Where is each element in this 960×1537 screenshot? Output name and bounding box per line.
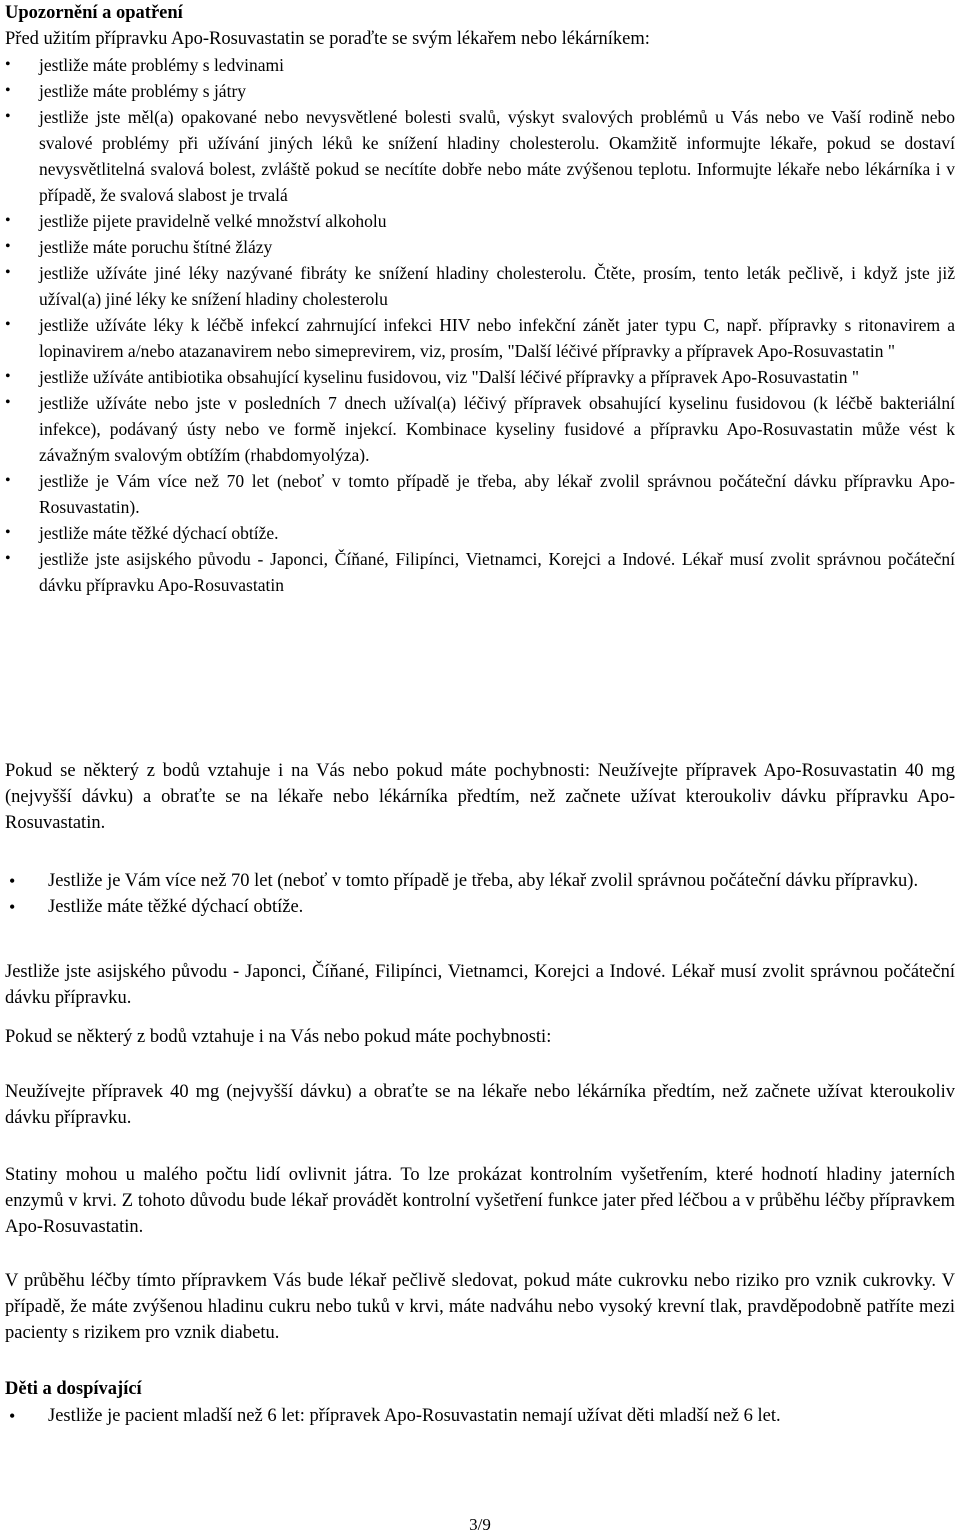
children-list: [5, 1403, 955, 1429]
list-item: • Jestliže je pacient mladší než 6 let: přípravek Apo-Rosuvastatin nemají užívat děti mladší než 6 let.: [5, 1403, 955, 1429]
paragraph-warning: Pokud se některý z bodů vztahuje i na Vás nebo pokud máte pochybnosti: Neužívejte přípravek Apo-Rosuvastatin 40 mg (nejvyšší dávku) a obraťte se na lékaře nebo lékárníka předtím, než začnete užívat kteroukoliv dávku přípravku Apo-Rosuvastatin.: [5, 761, 955, 833]
list-item: • Jestliže máte těžké dýchací obtíže.: [5, 894, 955, 920]
list-item: • jestliže máte problémy s játry: [5, 78, 955, 104]
list-item: • jestliže máte problémy s ledvinami: [5, 52, 955, 78]
list-item: • jestliže užíváte jiné léky nazývané fibráty ke snížení hladiny cholesterolu. Čtěte, prosím, tento leták pečlivě, i když jste již užíval(a) jiné léky ke snížení hladiny cholesterolu: [5, 260, 955, 312]
list-item: • jestliže pijete pravidelně velké množství alkoholu: [5, 208, 955, 234]
list-item: • jestliže je Vám více než 70 let (neboť v tomto případě je třeba, aby lékař zvolil správnou počáteční dávku přípravku Apo-Rosuvastatin).: [5, 468, 955, 520]
list-item: • jestliže máte těžké dýchací obtíže.: [5, 520, 955, 546]
list-item: • jestliže užíváte antibiotika obsahující kyselinu fusidovou, viz "Další léčivé přípravky a přípravek Apo-Rosuvastatin ": [5, 364, 955, 390]
list-item: • jestliže jste asijského původu - Japonci, Číňané, Filipínci, Vietnamci, Korejci a Indové. Lékař musí zvolit správnou počáteční dávku přípravku Apo-Rosuvastatin: [5, 546, 955, 598]
intro-text: Před užitím přípravku Apo-Rosuvastatin se poraďte se svým lékařem nebo lékárníkem:: [5, 29, 650, 49]
heading-children: Děti a dospívající: [5, 1379, 142, 1399]
paragraph-dont-use: Neužívejte přípravek 40 mg (nejvyšší dávku) a obraťte se na lékaře nebo lékárníka předtím, než začnete užívat kteroukoliv dávku přípravku.: [5, 1082, 955, 1128]
paragraph-if: Pokud se některý z bodů vztahuje i na Vás nebo pokud máte pochybnosti:: [5, 1027, 552, 1047]
page-number: 3/9: [469, 1515, 491, 1534]
list-item: • jestliže užíváte nebo jste v posledních 7 dnech užíval(a) léčivý přípravek obsahující kyselinu fusidovou (k léčbě bakteriální infekce), podávaný ústy nebo ve formě injekcí. Kombinace kyseliny fusidové a přípravku Apo-Rosuvastatin může vést k závažným svalovým obtížím (rhabdomyolýza).: [5, 390, 955, 468]
paragraph-asian: Jestliže jste asijského původu - Japonci, Číňané, Filipínci, Vietnamci, Korejci a Indové. Lékař musí zvolit správnou počáteční dávku přípravku.: [5, 962, 955, 1008]
list-item: • jestliže máte poruchu štítné žlázy: [5, 234, 955, 260]
paragraph-liver: Statiny mohou u malého počtu lidí ovlivnit játra. To lze prokázat kontrolním vyšetřením, které hodnotí hladiny jaterních enzymů v krvi. Z tohoto důvodu bude lékař provádět kontrolní vyšetření funkce jater před léčbou a v průběhu léčby přípravkem Apo-Rosuvastatin.: [5, 1165, 955, 1237]
warnings-list: [5, 52, 955, 598]
paragraph-diabetes: V průběhu léčby tímto přípravkem Vás bude lékař pečlivě sledovat, pokud máte cukrovku nebo riziko pro vznik cukrovky. V případě, že máte zvýšenou hladinu cukru nebo tuků v krvi, máte nadváhu nebo vysoký krevní tlak, pravděpodobně patříte mezi pacienty s rizikem pro vznik diabetu.: [5, 1271, 955, 1343]
secondary-list: [5, 868, 955, 920]
heading-warnings: Upozornění a opatření: [5, 3, 183, 23]
list-item: • jestliže užíváte léky k léčbě infekcí zahrnující infekci HIV nebo infekční zánět jater typu C, např. přípravky s ritonavirem a lopinavirem a/nebo atazanavirem nebo simeprevirem, viz, prosím, "Další léčivé přípravky a přípravek Apo-Rosuvastatin ": [5, 312, 955, 364]
list-item: • Jestliže je Vám více než 70 let (neboť v tomto případě je třeba, aby lékař zvolil správnou počáteční dávku přípravku).: [5, 868, 955, 894]
list-item: • jestliže jste měl(a) opakované nebo nevysvětlené bolesti svalů, výskyt svalových problémů u Vás nebo ve Vaší rodině nebo svalové problémy při užívání jiných léků ke snížení hladiny cholesterolu. Okamžitě informujte lékaře, pokud se dostaví nevysvětlitelná svalová bolest, zvláště pokud se necítíte dobře nebo máte zvýšenou teplotu. Informujte lékaře nebo lékárníka i v případě, že svalová slabost je trvalá: [5, 104, 955, 208]
